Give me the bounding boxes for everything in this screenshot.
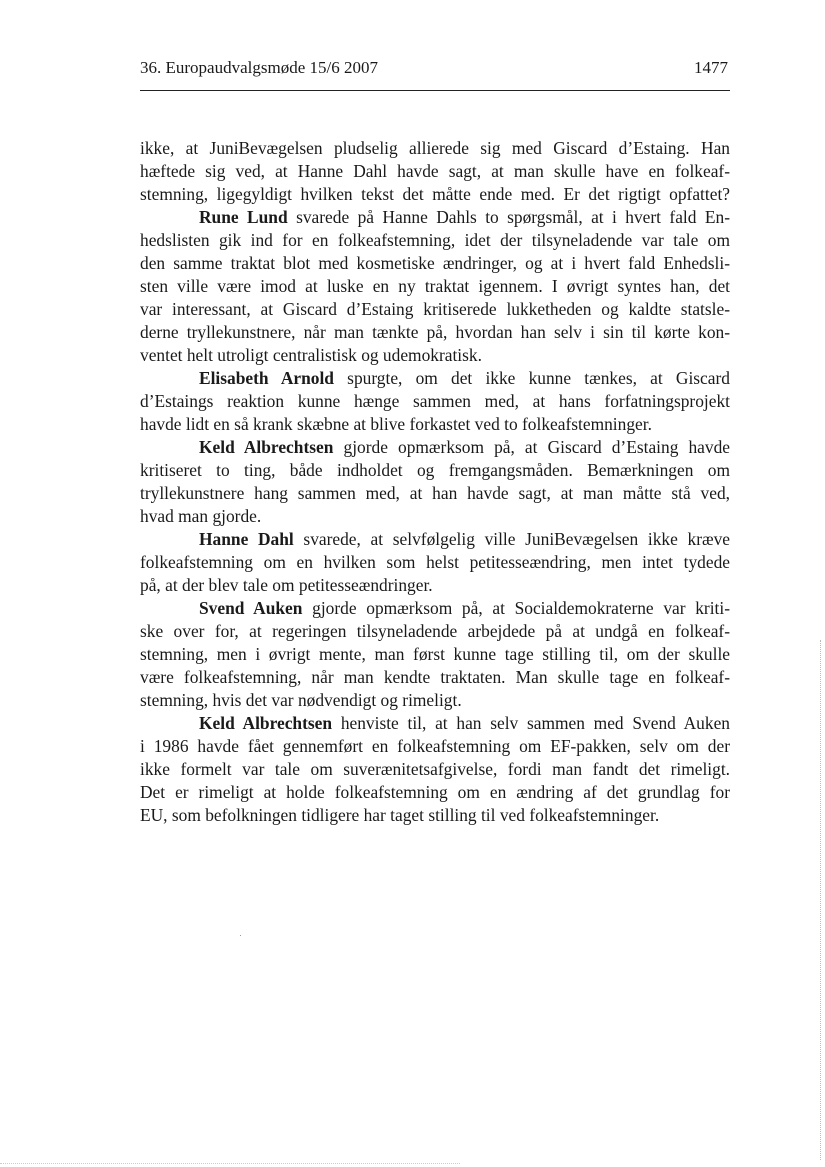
- line-text: gjorde opmærksom på, at Giscard d’Estaing havde: [343, 437, 730, 457]
- line-text: gjorde opmærksom på, at Socialdemokraterne var kriti-: [312, 598, 730, 618]
- text-line: hvad man gjorde.: [140, 506, 262, 526]
- body-text: [140, 137, 730, 827]
- paragraph: [140, 137, 730, 206]
- text-line: stemning, ligegyldigt hvilken tekst det måtte ende med. Er det rigtigt opfattet?: [140, 184, 730, 204]
- text-line: [140, 206, 730, 229]
- text-line: [140, 528, 730, 551]
- speaker-name: Keld Albrechtsen: [199, 437, 334, 457]
- paragraph: [140, 597, 730, 712]
- text-line: kritiseret to ting, både indholdet og fremgangsmåden. Bemærkningen om: [140, 460, 730, 480]
- line-text: spurgte, om det ikke kunne tænkes, at Giscard: [347, 368, 730, 388]
- speaker-name: Hanne Dahl: [199, 529, 294, 549]
- text-line: [140, 367, 730, 390]
- speaker-name: Svend Auken: [199, 598, 303, 618]
- text-line: EU, som befolkningen tidligere har taget stilling til ved folkeafstemninger.: [140, 805, 660, 825]
- text-line: havde lidt en så krank skæbne at blive forkastet ved to folkeafstemninger.: [140, 414, 652, 434]
- text-line: var interessant, at Giscard d’Estaing kritiserede lukketheden og kaldte statsle-: [140, 299, 730, 319]
- scan-speck: [240, 935, 241, 936]
- text-line: sten ville være imod at luske en ny traktat igennem. I øvrigt syntes han, det: [140, 276, 730, 296]
- text-line: være folkeafstemning, når man kendte traktaten. Man skulle tage en folkeaf-: [140, 667, 730, 687]
- text-line: ske over for, at regeringen tilsyneladende arbejdede på at undgå en folkeaf-: [140, 621, 730, 641]
- paragraph: [140, 436, 730, 528]
- paragraph: [140, 367, 730, 436]
- scan-edge-artifact: [820, 640, 823, 1160]
- page-number: 1477: [694, 58, 728, 77]
- paragraph: [140, 206, 730, 367]
- text-line: hæftede sig ved, at Hanne Dahl havde sagt, at man skulle have en folkeaf-: [140, 161, 730, 181]
- paragraph: [140, 712, 730, 827]
- text-line: Det er rimeligt at holde folkeafstemning om en ændring af det grundlag for: [140, 782, 730, 802]
- scan-bottom-artifact: [0, 1163, 460, 1164]
- text-line: [140, 712, 730, 735]
- running-header: [140, 58, 730, 86]
- text-line: folkeafstemning om en hvilken som helst petitesseændring, men intet tydede: [140, 552, 730, 572]
- text-line: d’Estaings reaktion kunne hænge sammen med, at hans forfatningsprojekt: [140, 391, 730, 411]
- text-line: den samme traktat blot med kosmetiske ændringer, og at i hvert fald Enhedsli-: [140, 253, 730, 273]
- text-line: ikke formelt var tale om suverænitetsafgivelse, fordi man fandt det rimeligt.: [140, 759, 730, 779]
- text-line: ikke, at JuniBevægelsen pludselig allierede sig med Giscard d’Estaing. Han: [140, 138, 730, 158]
- text-line: tryllekunstnere hang sammen med, at han havde sagt, at man måtte stå ved,: [140, 483, 730, 503]
- line-text: svarede, at selvfølgelig ville JuniBevægelsen ikke kræve: [303, 529, 731, 549]
- text-line: i 1986 havde fået gennemført en folkeafstemning om EF-pakken, selv om der: [140, 736, 730, 756]
- header-rule: [140, 90, 730, 91]
- header-title: 36. Europaudvalgsmøde 15/6 2007: [140, 58, 378, 77]
- text-line: stemning, hvis det var nødvendigt og rimeligt.: [140, 690, 462, 710]
- text-line: hedslisten gik ind for en folkeafstemning, idet der tilsyneladende var tale om: [140, 230, 730, 250]
- line-text: svarede på Hanne Dahls to spørgsmål, at i hvert fald En-: [296, 207, 730, 227]
- text-line: [140, 597, 730, 620]
- speaker-name: Elisabeth Arnold: [199, 368, 334, 388]
- text-line: ventet helt utroligt centralistisk og udemokratisk.: [140, 345, 482, 365]
- text-line: [140, 436, 730, 459]
- line-text: henviste til, at han selv sammen med Svend Auken: [340, 713, 730, 733]
- paragraph: [140, 528, 730, 597]
- text-line: på, at der blev tale om petitesseændringer.: [140, 575, 433, 595]
- text-line: stemning, men i øvrigt mente, man først kunne tage stilling til, om der skulle: [140, 644, 730, 664]
- text-line: derne tryllekunstnere, når man tænkte på, hvordan han selv i sin til kørte kon-: [140, 322, 730, 342]
- speaker-name: Rune Lund: [199, 207, 288, 227]
- speaker-name: Keld Albrechtsen: [199, 713, 333, 733]
